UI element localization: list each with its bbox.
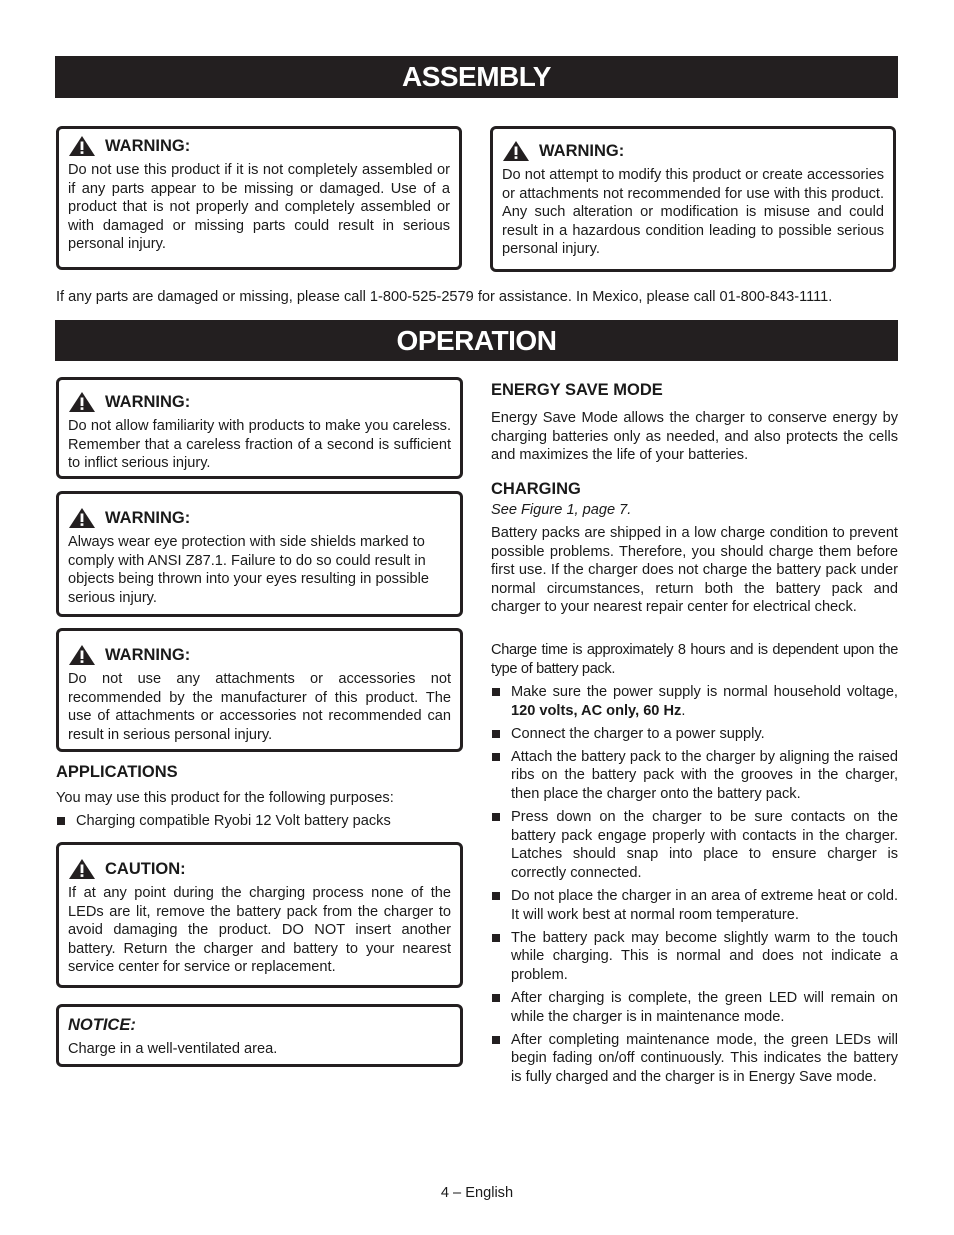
warning-triangle-icon <box>68 135 96 157</box>
operation-warning-attachments <box>56 628 463 752</box>
bullet-square-icon <box>492 730 500 738</box>
list-item <box>491 989 898 1026</box>
operation-title: OPERATION <box>396 325 557 356</box>
operation-warning-familiarity <box>56 377 463 479</box>
warning-label: WARNING: <box>105 645 191 664</box>
warning-triangle-icon <box>68 391 96 413</box>
energy-save-text: Energy Save Mode allows the charger to conserve energy by charging batteries only as needed, and also protects the cells and maximizes the life of your batteries. <box>491 410 898 464</box>
charging-paragraph-1: Battery packs are shipped in a low charge condition to prevent possible problems. Therefore, you should charge them before first use. If the charger does not charge the battery pack under normal circumstances, return both the battery pack and charger to your nearest repair center for electrical check. <box>491 525 898 616</box>
list-item <box>56 812 462 831</box>
charging-list <box>491 683 898 1091</box>
bullet-square-icon <box>492 753 500 761</box>
warning-label: WARNING: <box>105 136 191 155</box>
assembly-banner <box>55 56 898 98</box>
list-item-text: Charging compatible Ryobi 12 Volt battery packs <box>76 813 391 829</box>
warning-header <box>68 644 451 666</box>
list-item <box>491 887 898 924</box>
bullet-square-icon <box>492 813 500 821</box>
assembly-warning-left <box>56 126 462 270</box>
warning-triangle-icon <box>68 644 96 666</box>
list-item-text: The battery pack may become slightly warm to the touch while charging. This is normal and does not indicate a problem. <box>511 929 898 983</box>
list-item <box>491 725 898 744</box>
voltage-spec: 120 volts, AC only, 60 Hz <box>511 702 682 719</box>
bullet-square-icon <box>492 934 500 942</box>
list-item <box>491 808 898 882</box>
list-item <box>491 748 898 804</box>
bullet-square-icon <box>492 892 500 900</box>
bullet-square-icon <box>492 1036 500 1044</box>
list-item-text: Do not place the charger in an area of extreme heat or cold. It will work best at normal room temperature. <box>511 887 898 923</box>
warning-label: WARNING: <box>105 508 191 527</box>
notice-text: Charge in a well-ventilated area. <box>68 1040 278 1057</box>
list-item-text: Attach the battery pack to the charger by aligning the raised ribs on the battery pack with the grooves in the charger, then place the charger onto the battery pack. <box>511 748 898 802</box>
notice-label: NOTICE: <box>68 1016 136 1034</box>
operation-banner <box>55 320 898 361</box>
warning-label: WARNING: <box>539 141 625 160</box>
warning-text: Do not attempt to modify this product or create accessories or attachments not recommended for use with this product. Any such alteration or modification is misuse and could result in a hazardous condition leading to possible serious personal injury. <box>502 167 884 258</box>
charging-heading: CHARGING <box>491 480 581 498</box>
caution-box <box>56 842 463 988</box>
warning-text: Do not allow familiarity with products to make you careless. Remember that a careless fraction of a second is sufficient to inflict serious injury. <box>68 418 451 472</box>
warning-text: Do not use any attachments or accessories not recommended by the manufacturer of this product. The use of attachments or accessories not recommended can result in serious personal injury. <box>68 671 451 743</box>
warning-header <box>68 135 450 157</box>
warning-header <box>68 507 451 529</box>
assistance-text: If any parts are damaged or missing, please call 1-800-525-2579 for assistance. In Mexico, please call 01-800-843-1111. <box>56 289 833 305</box>
warning-header <box>502 140 884 162</box>
charging-paragraph-2: Charge time is approximately 8 hours and is dependent upon the type of battery pack. <box>491 642 898 677</box>
assembly-title: ASSEMBLY <box>401 61 551 92</box>
list-item-text: Make sure the power supply is normal household voltage, <box>511 684 898 700</box>
warning-triangle-icon <box>68 507 96 529</box>
operation-warning-eye-protection <box>56 491 463 617</box>
notice-box <box>56 1004 463 1067</box>
figure-reference: See Figure 1, page 7. <box>491 502 632 518</box>
list-item <box>491 929 898 985</box>
list-item <box>491 1031 898 1087</box>
warning-triangle-icon <box>68 858 96 880</box>
list-item <box>491 683 898 720</box>
warning-text: Always wear eye protection with side shields marked to comply with ANSI Z87.1. Failure to do so could result in objects being thrown into your eyes resulting in possible serious injury. <box>68 534 429 606</box>
warning-text: Do not use this product if it is not completely assembled or if any parts appear to be missing or damaged. Use of a product that is not properly and completely assembled or with damaged or missing parts could result in serious personal injury. <box>68 162 450 253</box>
caution-text: If at any point during the charging process none of the LEDs are lit, remove the battery pack from the charger to avoid damaging the product. DO NOT insert another battery. Return the charger and battery to your nearest service center for service or replacement. <box>68 885 451 976</box>
page-number: 4 – English <box>440 1185 514 1201</box>
warning-header <box>68 391 451 413</box>
caution-header <box>68 858 451 880</box>
bullet-square-icon <box>492 688 500 696</box>
list-item-text: Press down on the charger to be sure contacts on the battery pack engage properly with contacts in the charger. Latches should snap into place to ensure charger is correctly connected. <box>511 809 898 881</box>
applications-intro: You may use this product for the following purposes: <box>56 790 394 806</box>
bullet-square-icon <box>492 994 500 1002</box>
list-item-text: After completing maintenance mode, the green LEDs will begin fading on/off continuously. This indicates the battery is fully charged and the charger is in Energy Save mode. <box>511 1031 898 1085</box>
applications-list <box>56 812 462 835</box>
caution-label: CAUTION: <box>105 859 186 878</box>
bullet-square-icon <box>57 817 65 825</box>
warning-label: WARNING: <box>105 392 191 411</box>
applications-heading: APPLICATIONS <box>56 763 178 781</box>
list-item-text: After charging is complete, the green LED will remain on while the charger is in maintenance mode. <box>511 989 898 1025</box>
energy-save-heading: ENERGY SAVE MODE <box>491 381 663 399</box>
list-item-text: Connect the charger to a power supply. <box>511 725 765 742</box>
list-item-end: . <box>681 702 686 719</box>
warning-triangle-icon <box>502 140 530 162</box>
assembly-warning-right <box>490 126 896 272</box>
